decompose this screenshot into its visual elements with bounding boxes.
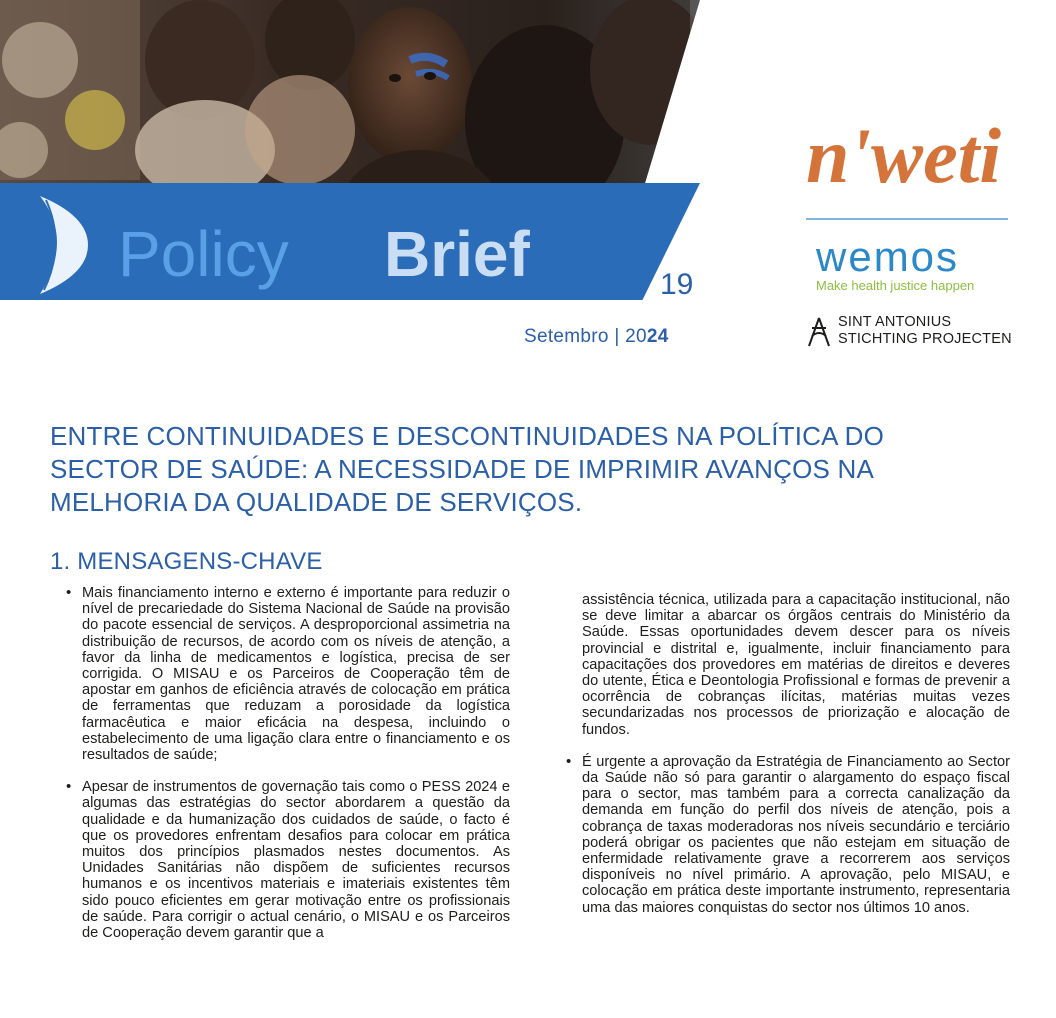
sint-antonius-logo	[806, 314, 1016, 354]
sasp-line-1: SINT ANTONIUS	[838, 314, 952, 330]
left-column	[66, 585, 510, 957]
banner-title-bold: Brief	[384, 218, 530, 290]
date-prefix: Setembro | 20	[524, 326, 647, 347]
cover-photo	[0, 0, 780, 300]
key-messages-list-left	[66, 585, 510, 941]
wemos-logo	[816, 233, 1001, 296]
document-title: ENTRE CONTINUIDADES E DESCONTINUIDADES NA POLÍTICA DO SECTOR DE SAÚDE: A NECESSIDADE DE IMPRIMIR AVANÇOS NA MELHORIA DA QUALIDADE DE SERVIÇOS.	[50, 421, 885, 517]
nweti-logo	[806, 108, 1006, 198]
publication-date	[524, 326, 669, 348]
list-item-continuation: assistência técnica, utilizada para a capacitação institucional, não se deve limitar a abarcar os órgãos centrais do Ministério da Saúde. Essas oportunidades devem descer para os níveis provincial e distrital e, igualmente, incluir financiamento para capacitações dos provedores em matérias de direitos e deveres do utente, Ética e Deontologia Profissional e formas de prevenir a ocorrência de cobranças ilícitas, matérias muitas vezes secundarizadas nos processos de priorização e alocação de fundos.	[582, 592, 1010, 738]
date-year-suffix: 24	[646, 326, 669, 347]
right-column	[566, 592, 1010, 932]
list-item: • É urgente a aprovação da Estratégia de Financiamento ao Sector da Saúde não só para garantir o alargamento do espaço fiscal para o sector, mas também para a correcta canalização da demanda em função do perfil dos níveis de atenção, pois a cobrança de taxas moderadoras nos níveis secundário e terciário poderá obrigar os pacientes que não estejam em situação de enfermidade relativamente grave a recorrerem aos serviços disponíveis no nível primário. A aprovação, pelo MISAU, e colocação em prática deste importante instrumento, representaria uma das maiores conquistas do sector nos últimos 10 anos.	[566, 754, 1010, 916]
section-heading: 1. MENSAGENS-CHAVE	[50, 548, 323, 575]
list-item: • Apesar de instrumentos de governação tais como o PESS 2024 e algumas das estratégias do sector abordarem a questão da qualidade e da humanização dos cuidados de saúde, o facto é que os provedores enfrentam desafios para colocar em prática muitos dos princípios plasmados nestes documentos. As Unidades Sanitárias não dispõem de suficientes recursos humanos e os incentivos materiais e imateriais existentes têm sido pouco eficientes em gerar motivação entre os profissionais de saúde. Para corrigir o actual cenário, o MISAU e os Parceiros de Cooperação devem garantir que a	[66, 779, 510, 941]
wemos-tagline: Make health justice happen	[816, 278, 975, 293]
issue-number: 19	[660, 268, 694, 300]
wemos-wordmark: wemos	[816, 233, 960, 280]
banner-title-light: Policy	[118, 218, 289, 290]
brand-divider	[806, 218, 1008, 220]
svg-text:n'weti: n'weti	[806, 112, 1002, 198]
header-hero	[0, 0, 780, 300]
sasp-line-2: STICHTING PROJECTEN	[838, 331, 1012, 347]
list-item: • Mais financiamento interno e externo é importante para reduzir o nível de precariedade do Sistema Nacional de Saúde na provisão do pacote essencial de serviços. A desproporcional assimetria na distribuição de recursos, de acordo com os níveis de atenção, a favor da linha de medicamentos e logística, precisa de ser corrigida. O MISAU e os Parceiros de Cooperação têm de apostar em ganhos de eficiência através de colocação em prática de ferramentas que reduzam a porosidade da logística farmacêutica e maior eficácia na despesa, incluindo o estabelecimento de uma ligação clara entre o financiamento e os resultados de saúde;	[66, 585, 510, 763]
key-messages-list-right	[566, 592, 1010, 916]
sint-antonius-icon	[806, 316, 832, 350]
